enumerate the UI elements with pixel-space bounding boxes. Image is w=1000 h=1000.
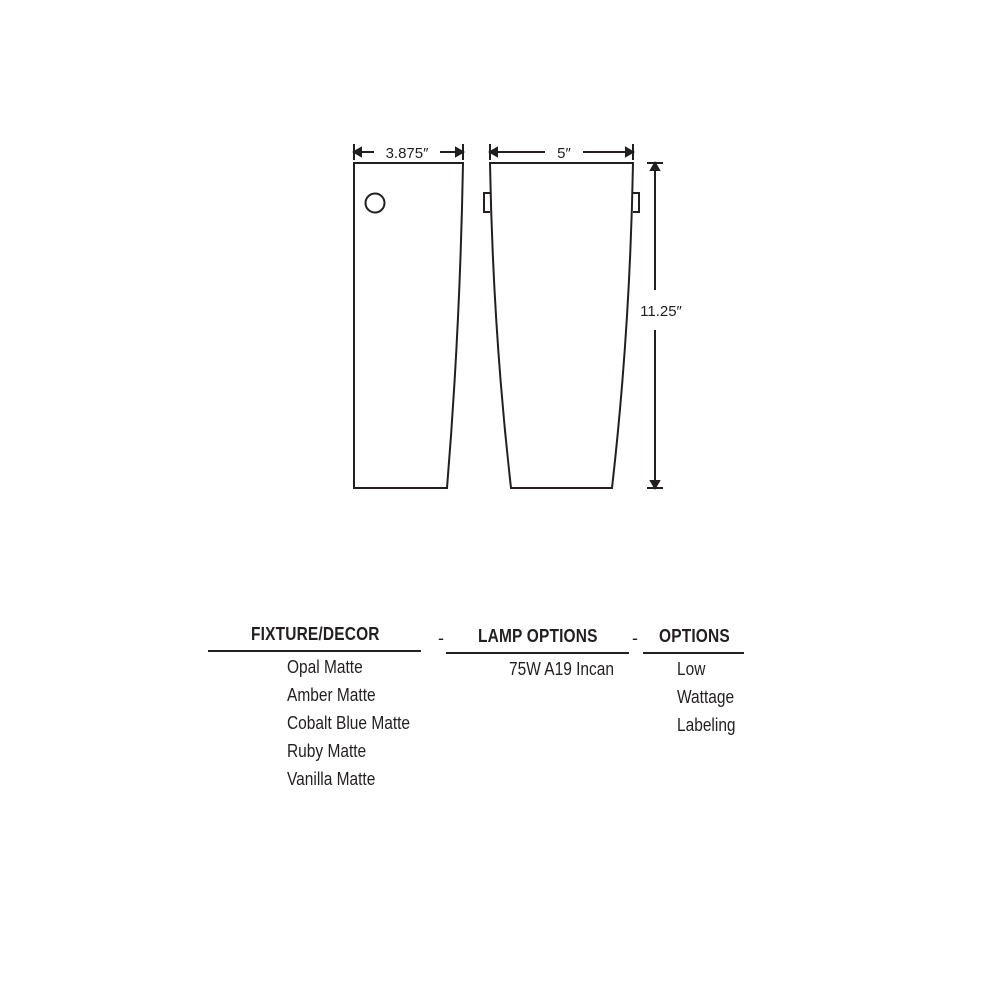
height-dimension-line: [647, 163, 663, 488]
lamp-options-rule: [446, 652, 629, 654]
fixture-desc: Ruby Matte: [287, 741, 367, 761]
fixture-desc: Vanilla Matte: [287, 769, 376, 789]
side-view-outline: [354, 163, 463, 488]
options-rule: [643, 652, 744, 654]
options-heading: OPTIONS: [659, 626, 730, 646]
fixture-desc: Opal Matte: [287, 657, 363, 677]
separator: -: [632, 628, 638, 648]
separator: -: [438, 628, 444, 648]
fixture-desc: Cobalt Blue Matte: [287, 713, 411, 733]
front-width-label: 5″: [557, 145, 571, 162]
lamp-options-heading: LAMP OPTIONS: [478, 626, 598, 646]
front-view-outline: [484, 163, 639, 488]
fixture-decor-rule: [208, 650, 421, 652]
side-width-label: 3.875″: [385, 145, 429, 162]
options-desc-line: Low: [677, 659, 706, 679]
options-desc-line: Wattage: [677, 687, 735, 707]
height-label: 11.25″: [640, 303, 682, 320]
lamp-desc: 75W A19 Incan: [509, 659, 615, 679]
switch-hole: [366, 194, 385, 213]
fixture-desc: Amber Matte: [287, 685, 376, 705]
options-desc-line: Labeling: [677, 715, 736, 735]
fixture-decor-heading: FIXTURE/DECOR: [251, 624, 380, 644]
